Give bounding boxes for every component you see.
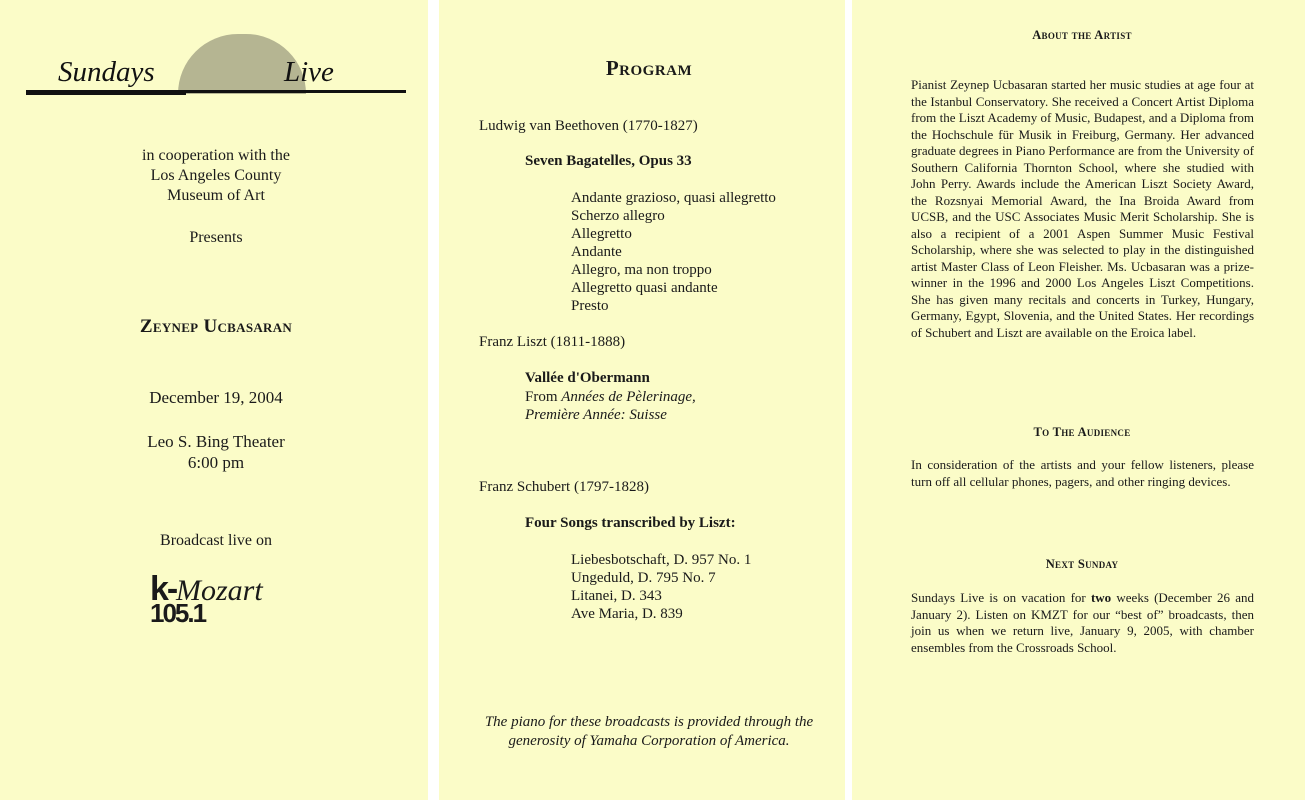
audience-heading: To The Audience (1033, 425, 1131, 439)
work-source-line2 (525, 406, 696, 424)
movement-item: Scherzo allegro (571, 208, 665, 224)
composer-schubert: Franz Schubert (1797-1828) (479, 479, 649, 495)
presents-text: Presents (189, 229, 243, 246)
left-panel (0, 0, 428, 800)
cooperation-line: Museum of Art (167, 187, 265, 204)
work-source (525, 388, 696, 424)
program-title: Program (605, 56, 693, 80)
broadcast-text: Broadcast live on (160, 532, 272, 549)
artist-name: Zeynep Ucbasaran (139, 316, 293, 337)
movement-item: Andante (571, 244, 622, 260)
piano-credit (459, 713, 839, 751)
source-title: Années de Pèlerinage, (561, 389, 696, 405)
composer-beethoven: Ludwig van Beethoven (1770-1827) (479, 118, 698, 134)
next-text-part: weeks (December 26 and January 2). Listen on KMZT for our “best of” broadcasts, then join us when we return live, January 9, 2005, with chamber ensembles from the Crossroads School. (911, 590, 1254, 655)
cooperation-line: in cooperation with the (142, 147, 290, 164)
movement-item: Allegro, ma non troppo (571, 262, 712, 278)
work-four-songs: Four Songs transcribed by Liszt: (525, 515, 736, 531)
k-mozart-frequency: 105.1 (150, 598, 206, 628)
piano-credit-line: generosity of Yamaha Corporation of America. (508, 733, 790, 749)
audience-text: In consideration of the artists and your fellow listeners, please turn off all cellular phones, pagers, and other ringing devices. (911, 457, 1254, 489)
song-item: Liebesbotschaft, D. 957 No. 1 (571, 552, 752, 568)
k-mozart-name: Mozart (176, 574, 263, 607)
movement-item: Allegretto (571, 226, 632, 242)
about-artist-text: Pianist Zeynep Ucbasaran started her music studies at age four at the Istanbul Conservatory. She received a Concert Artist Diploma from the Liszt Academy of Music, Budapest, and a Diploma from the Hochschule für Musik in Freiburg, Germany. Her advanced graduate degrees in Piano Performance are from the University of Southern California Thornton School, where she studied with John Perry. Awards include the American Liszt Society Award, the Rozsnyai Memorial Award, the Ina Broida Award from UCSB, and the USC Associates Music Merit Scholarship. She is also a recipient of a 2001 Aspen Summer Music Festival Scholarship, where she was selected to play in the distinguished artist Master Class of Leon Fleisher. Ms. Ucbasaran was a prize-winner in the 1996 and 2000 Los Angeles Liszt Competitions. She has given many recitals and concerts in Turkey, Hungary, Germany, Egypt, Slovenia, and the United States. Her recordings of Schubert and Liszt are available on the Eroica label. (911, 77, 1254, 340)
movement-item: Andante grazioso, quasi allegretto (571, 190, 776, 206)
cooperation-block (0, 146, 432, 206)
venue-block (0, 431, 432, 473)
next-text-part: Sundays Live is on vacation for (911, 590, 1091, 605)
work-source-line1 (525, 388, 696, 406)
movement-list (571, 189, 776, 315)
logo-word-live: Live (284, 56, 334, 88)
song-item: Litanei, D. 343 (571, 588, 662, 604)
cooperation-line: Los Angeles County (150, 167, 282, 184)
work-vallee: Vallée d'Obermann (525, 370, 650, 386)
k-mozart-logo (150, 570, 290, 628)
next-sunday-heading: Next Sunday (1045, 557, 1119, 571)
k-mozart-k: k- (150, 570, 177, 608)
next-text-emphasis: two (1090, 590, 1112, 605)
song-item: Ave Maria, D. 839 (571, 606, 683, 622)
work-bagatelles: Seven Bagatelles, Opus 33 (525, 153, 692, 169)
song-item: Ungeduld, D. 795 No. 7 (571, 570, 716, 586)
movement-item: Allegretto quasi andante (571, 280, 718, 296)
logo-underline-thick (26, 93, 186, 95)
info-panel (852, 0, 1305, 800)
sundays-live-logo (26, 34, 411, 100)
next-sunday-text (911, 590, 1254, 656)
concert-date: December 19, 2004 (149, 388, 283, 407)
song-list (571, 551, 751, 623)
about-artist-heading: About the Artist (1032, 28, 1132, 42)
program-panel (439, 0, 845, 800)
venue-name: Leo S. Bing Theater (147, 432, 285, 451)
source-title-2: Première Année: Suisse (525, 407, 667, 423)
movement-item: Presto (571, 298, 609, 314)
composer-liszt: Franz Liszt (1811-1888) (479, 334, 626, 350)
from-label: From (525, 389, 558, 405)
logo-word-sundays: Sundays (58, 56, 155, 88)
piano-credit-line: The piano for these broadcasts is provided through the (484, 714, 814, 730)
concert-time: 6:00 pm (187, 453, 245, 472)
